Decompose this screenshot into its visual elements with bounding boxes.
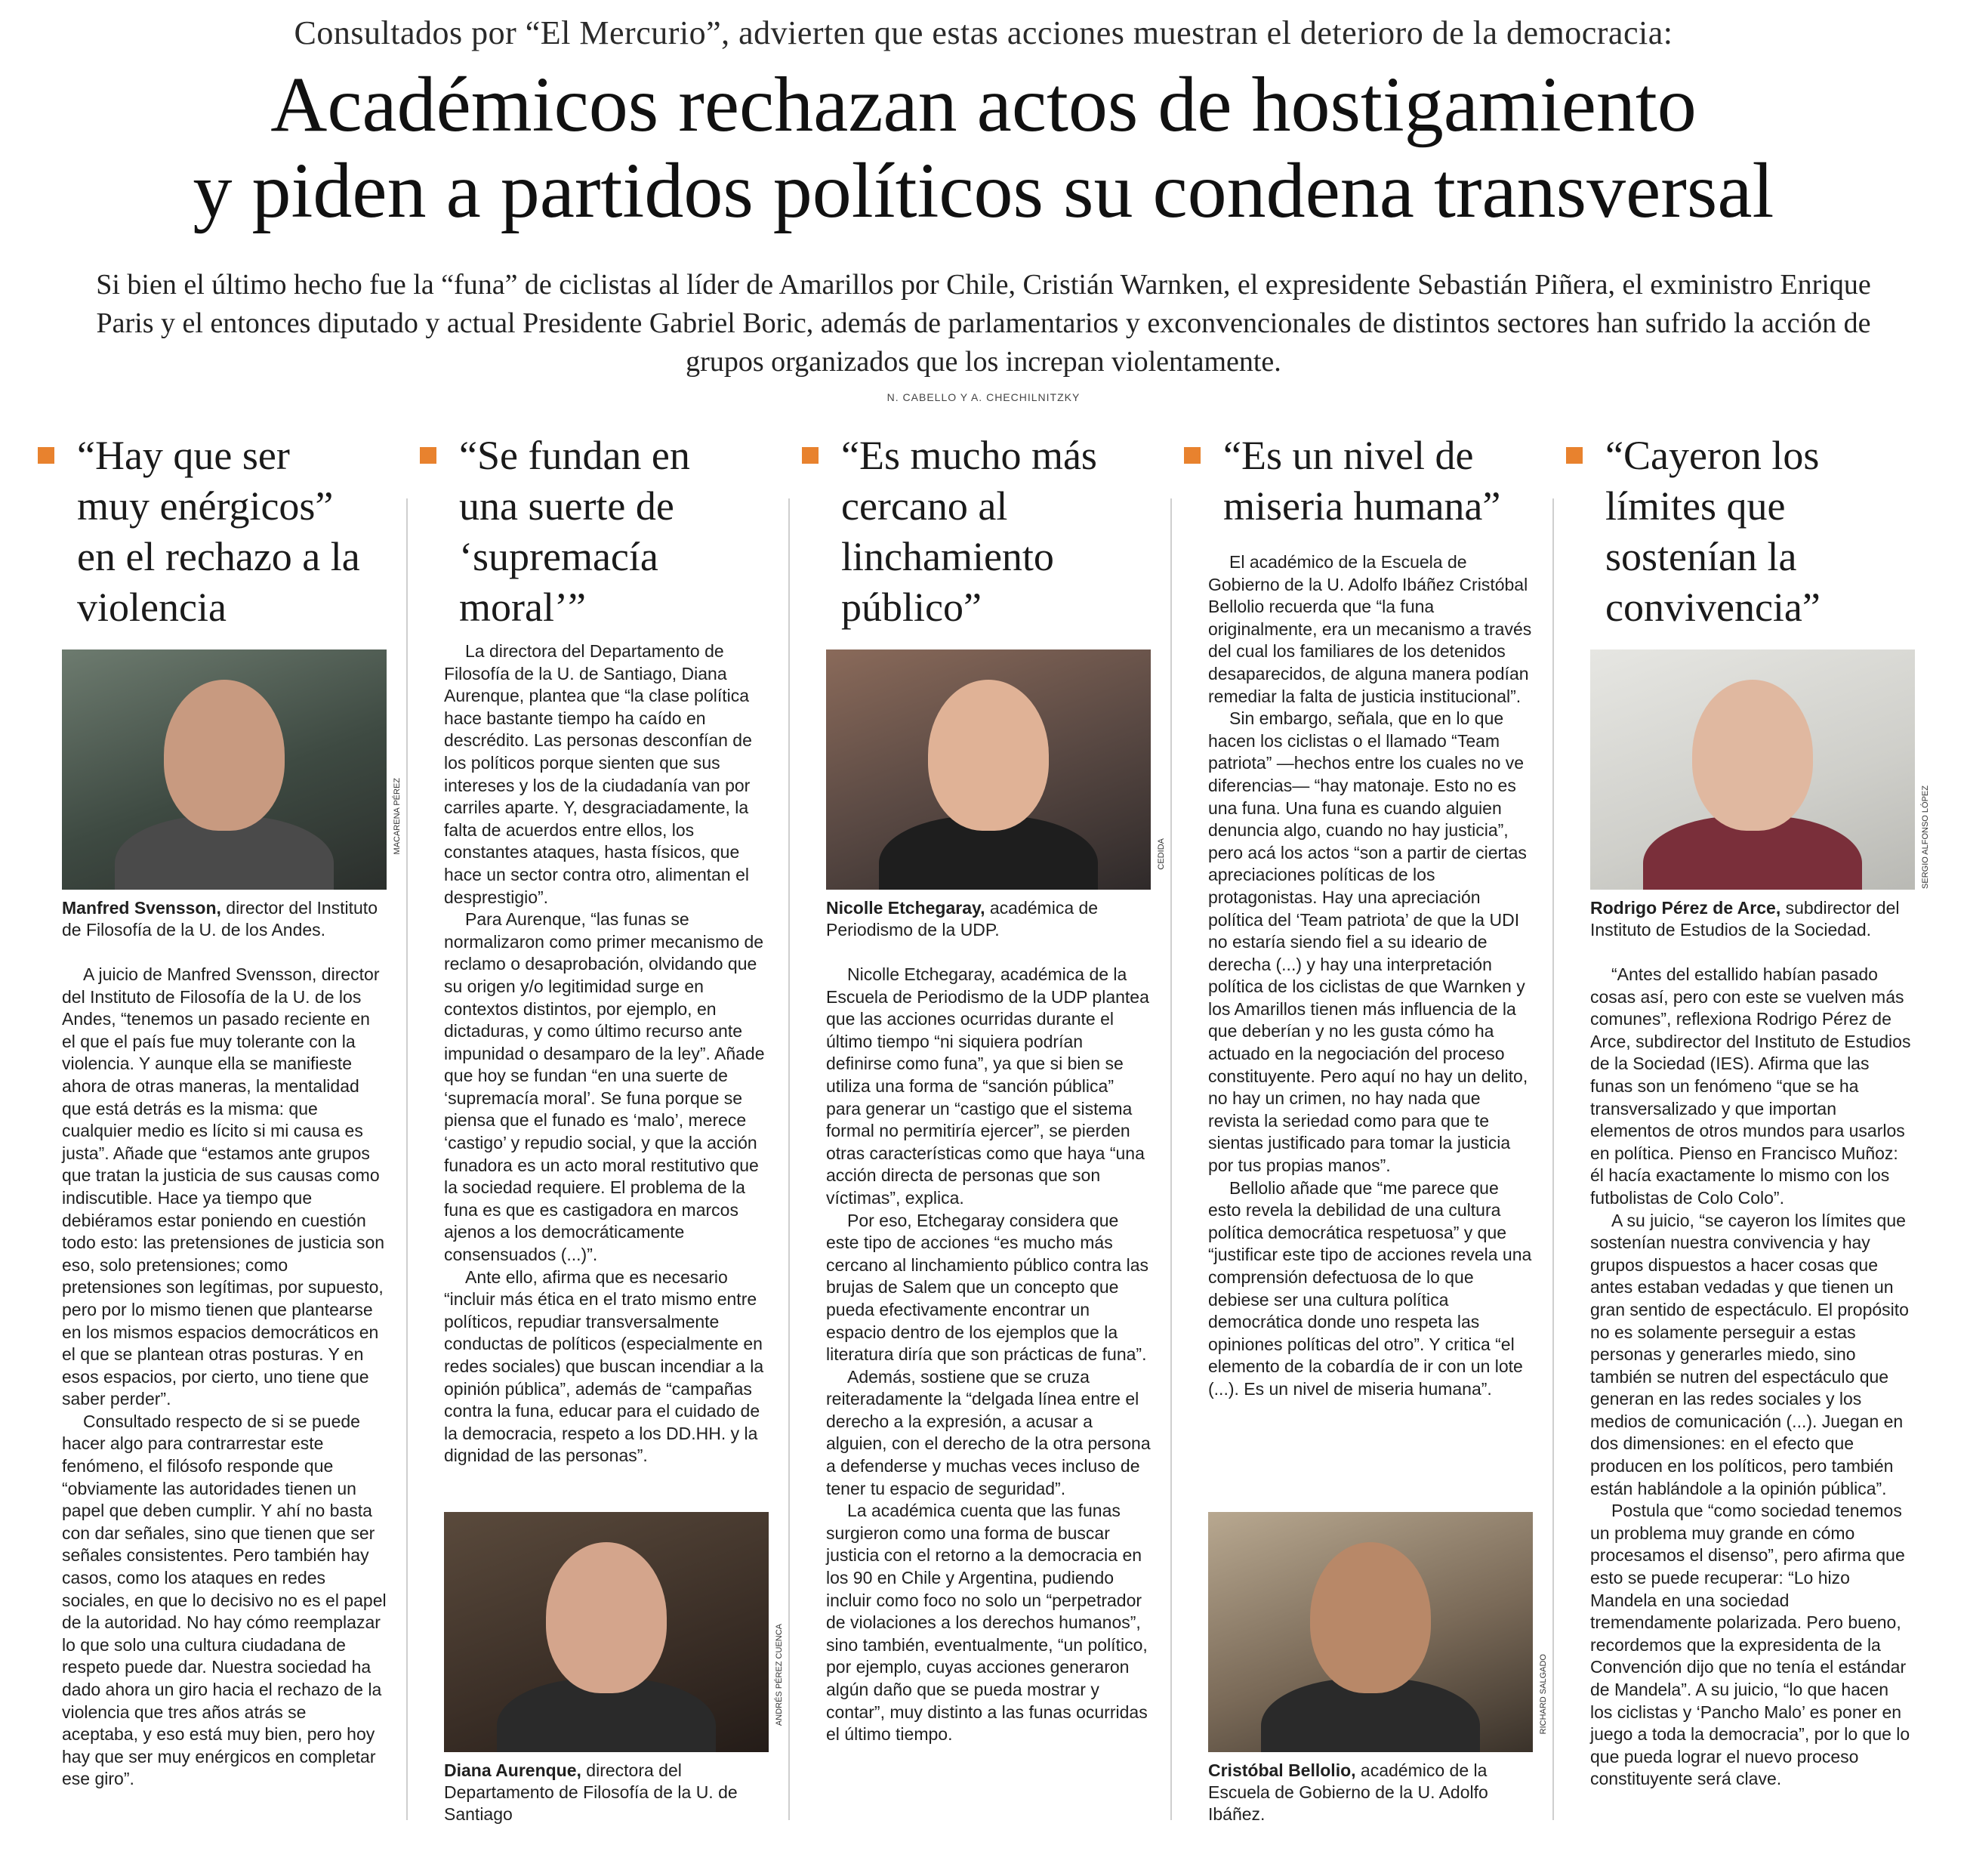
column-headline: “Cayeron los límites que sostenían la convivencia” [1605,433,1821,630]
photo-aurenque [444,1512,769,1752]
section-marker [802,447,819,464]
column-divider [1552,498,1554,1820]
column-aurenque [420,430,784,1824]
photo-credit: SERGIO ALFONSO LÓPEZ [1921,785,1930,889]
paragraph: A su juicio, “se cayeron los límites que sostenían nuestra convivencia y hay grupos dispuestos a hacer cosas que antes estaban vedadas y que tienen un gran sentido de espectáculo. El propósito no es solamente perseguir a estas personas y generarles miedo, sino también se nutren del espectáculo que generan en las redes sociales y los medios de comunicación (...). Juegan en dos dimensiones: en el efecto que producen en los políticos, pero también están hablándole a la opinión pública”. [1590,1210,1909,1498]
section-marker [1566,447,1583,464]
caption-text: subdirector del Instituto de Estudios de la Sociedad. [1590,898,1900,940]
caption-name: Nicolle Etchegaray, [826,898,985,918]
paragraph: Consultado respecto de si se puede hacer algo para contrarrestar este fenómeno, el filósofo responde que “obviamente las autoridades tienen un papel que deben cumplir. Y ahí no basta con dar señales, sino que tienen que ser señales consistentes. Pero también hay casos, como los ataques en redes sociales, en que lo decisivo no es el papel de la autoridad. No hay cómo reemplazar lo que solo una cultura ciudadana de respeto puede dar. Nuestra sociedad ha dado ahora un giro hacia el rechazo de la violencia que tres años atrás se aceptaba, y eso está muy bien, pero hoy hay que ser muy enérgicos en completar ese giro”. [62,1411,387,1789]
column-divider [406,498,408,1820]
paragraph: Además, sostiene que se cruza reiteradamente la “delgada línea entre el derecho a la expresión, a acusar a alguien, con el derecho de la otra persona a defenderse y muchas veces incluso de tener tu espacio de seguridad”. [826,1366,1151,1498]
photo-credit: CEDIDA [1157,838,1166,870]
article-body [62,964,387,1791]
column-divider [788,498,790,1820]
column-headline: “Es un nivel de miseria humana” [1223,433,1501,529]
photo-perez-de-arce [1590,650,1915,890]
column-headline: “Se fundan en una suerte de ‘supremacía moral’” [459,433,690,630]
kicker: Consultados por “El Mercurio”, advierten que estas acciones muestran el deterioro de la democracia: [294,14,1673,51]
headline-line-2: y piden a partidos políticos su condena transversal [193,147,1774,234]
column-perez-de-arce [1566,430,1930,1820]
article-body [1590,964,1915,1791]
paragraph: A juicio de Manfred Svensson, director del Instituto de Filosofía de la U. de los Andes, “tenemos un pasado reciente en el que el país fue muy tolerante con la violencia. Y aunque ella se manifieste ahora de otras maneras, la mentalidad que está detrás es la misma: que cualquier medio es lícito si mi causa es justa”. Añade que “estamos ante grupos que tratan la justicia de sus causas como indiscutible. Hace ya tiempo que debiéramos estar poniendo en cuestión todo esto: las pretensiones de justicia son eso, solo pretensiones; como pretensiones son legítimas, por supuesto, pero por lo mismo tienen que plantearse en los mismos espacios democráticos en el que se plantean otras posturas. Y en esos espacios, por cierto, uno tiene que saber perder”. [62,964,385,1409]
caption-text: académico de la Escuela de Gobierno de la U. Adolfo Ibáñez. [1208,1760,1488,1824]
section-marker [420,447,436,464]
column-headline: “Es mucho más cercano al linchamiento público” [841,433,1097,630]
deck: Si bien el último hecho fue la “funa” de ciclistas al líder de Amarillos por Chile, Cristián Warnken, el expresidente Sebastián Piñera, el exministro Enrique Paris y el entonces diputado y actual Presidente Gabriel Boric, además de parlamentarios y exconvencionales de distintos sectores han sufrido la acción de grupos organizados que los increpan violentamente. [96,269,1871,378]
photo-caption [444,1760,769,1825]
photo-credit: MACARENA PÉREZ [393,778,402,855]
paragraph: La académica cuenta que las funas surgieron como una forma de buscar justicia con el retorno a la democracia en los 90 en Chile y Argentina, pudiendo incluir como foco no solo un “perpetrador de violaciones a los derechos humanos”, sino también, eventualmente, “un político, por ejemplo, cuyas acciones generaron algún daño que se pueda mostrar y contar”, muy distinto a las funas ocurridas el último tiempo. [826,1501,1148,1745]
photo-etchegaray [826,650,1151,890]
photo-caption [826,897,1151,941]
caption-name: Cristóbal Bellolio, [1208,1760,1356,1780]
paragraph: “Antes del estallido habían pasado cosas así, pero con este se vuelven más comunes”, reflexiona Rodrigo Pérez de Arce, subdirector del Instituto de Estudios de la Sociedad (IES). Afirma que las funas son un fenómeno “que se ha transversalizado y que importan elementos de otros mundos para usarlos en política. Pienso en Francisco Muñoz: él hacía exactamente lo mismo con los futbolistas de Colo Colo”. [1590,964,1911,1208]
column-svensson [38,430,402,1820]
paragraph: Ante ello, afirma que es necesario “incluir más ética en el trato mismo entre políticos, repudiar transversalmente conductas de políticos (especialmente en redes sociales) que buscan incendiar a la opinión pública”, además de “campañas contra la funa, educar para el cuidado de la democracia, respeto a los DD.HH. y la dignidad de las personas”. [444,1267,764,1466]
paragraph: Sin embargo, señala, que en lo que hacen los ciclistas o el llamado “Team patriota” —hechos entre los cuales no ve diferencias— “hay matonaje. Esto no es una funa. Una funa es cuando alguien denuncia algo, cuando no hay justicia”, pero acá los actos “son a partir de ciertas apreciaciones políticas de los protagonistas. Hay una apreciación política del ‘Team patriota’ de que la UDI no estaría siendo fiel a su ideario de derecha (...) y hay una interpretación política de los ciclistas de que Warnken y los Amarillos tienen más influencia de la que deberían y no les gusta cómo ha actuado en la negociación del proceso constituyente. Pero aquí no hay un delito, no hay un crimen, no hay nada que revista la seriedad como para que te sientas justificado para tomar la justicia por tus propias manos”. [1208,708,1528,1176]
headline [0,62,1967,234]
photo-bellolio [1208,1512,1533,1752]
column-divider [1170,498,1172,1820]
photo-caption [1590,897,1915,941]
caption-name: Diana Aurenque, [444,1760,581,1780]
paragraph: Bellolio añade que “me parece que esto revela la debilidad de una cultura política democrática respetuosa” y que “justificar este tipo de acciones revela una comprensión defectuosa de lo que debiese ser una cultura política democrática donde uno respeta las opiniones políticas del otro”. Y critica “el elemento de la cobardía de ir con un lote (...). Es un nivel de miseria humana”. [1208,1177,1532,1399]
caption-name: Rodrigo Pérez de Arce, [1590,898,1781,918]
article-body [1208,551,1533,1401]
paragraph: Nicolle Etchegaray, académica de la Escuela de Periodismo de la UDP plantea que las acciones ocurridas durante el último tiempo “ni siquiera podrían definirse como funa”, ya que si bien se utiliza una forma de “sanción pública” para generar un “castigo que el sistema formal no permitiría ejercer”, se pierden otras características como que haya “una acción directa de personas que son víctimas”, explica. [826,964,1149,1208]
caption-text: académica de Periodismo de la UDP. [826,898,1099,940]
paragraph: El académico de la Escuela de Gobierno de la U. Adolfo Ibáñez Cristóbal Bellolio recuerda que “la funa originalmente, era un mecanismo a través del cual los familiares de los detenidos desaparecidos, de alguna manera podían remediar la falta de justicia institucional”. [1208,552,1532,706]
column-headline: “Hay que ser muy enérgicos” en el rechazo a la violencia [77,433,360,630]
photo-svensson [62,650,387,890]
column-bellolio [1184,430,1548,1824]
photo-credit: ANDRÉS PÉREZ CUENCA [775,1624,784,1726]
caption-text: directora del Departamento de Filosofía de la U. de Santiago [444,1760,738,1824]
photo-caption [1208,1760,1533,1825]
article-body [444,640,769,1467]
photo-credit: RICHARD SALGADO [1539,1654,1548,1735]
section-marker [1184,447,1201,464]
caption-name: Manfred Svensson, [62,898,221,918]
byline: N. CABELLO Y A. CHECHILNITZKY [886,391,1081,403]
headline-line-1: Académicos rechazan actos de hostigamiento [270,61,1697,148]
paragraph: La directora del Departamento de Filosofía de la U. de Santiago, Diana Aurenque, plantea que “la clase política hace bastante tiempo ha caído en descrédito. Las personas desconfían de los políticos porque sienten que sus intereses y los de la ciudadanía van por carriles aparte. Y, desgraciadamente, la falta de acuerdos entre ellos, los constantes ataques, hasta físicos, que hace un sector contra otro, alimentan el desprestigio”. [444,641,752,907]
photo-caption [62,897,387,941]
paragraph: Postula que “como sociedad tenemos un problema muy grande en cómo procesamos el disenso”, pero afirma que esto se puede recuperar: “Lo hizo Mandela en una sociedad tremendamente polarizada. Pero bueno, recordemos que la expresidenta de la Convención dijo que no tenía el estándar de Mandela”. A su juicio, “lo que hacen los ciclistas y ‘Pancho Malo’ es poner en juego a toda la democracia”, por lo que lo que pueda lograr el nuevo proceso constituyente será clave. [1590,1501,1910,1789]
column-etchegaray [802,430,1166,1820]
paragraph: Para Aurenque, “las funas se normalizaron como primer mecanismo de reclamo o desaprobación, olvidando que su origen y/o legitimidad surge en contextos distintos, por ejemplo, en dictaduras, y como último recurso ante impunidad o desamparo de la ley”. Añade que hoy se fundan “en una suerte de ‘supremacía moral’. Se funa porque se piensa que el funado es ‘malo’, merece ‘castigo’ y repudio social, y que la acción funadora es un acto moral restitutivo que la sociedad requiere. El problema de la funa es que es castigadora en marcos ajenos a los democráticamente consensuados (...)”. [444,909,765,1265]
paragraph: Por eso, Etchegaray considera que este tipo de acciones “es mucho más cercano al linchamiento público contra las brujas de Salem que un concepto que pueda efectivamente encontrar un espacio dentro de los ejemplos que la literatura diría que son prácticas de funa”. [826,1210,1149,1365]
caption-text: director del Instituto de Filosofía de la U. de los Andes. [62,898,378,940]
section-marker [38,447,54,464]
article-body [826,964,1151,1746]
